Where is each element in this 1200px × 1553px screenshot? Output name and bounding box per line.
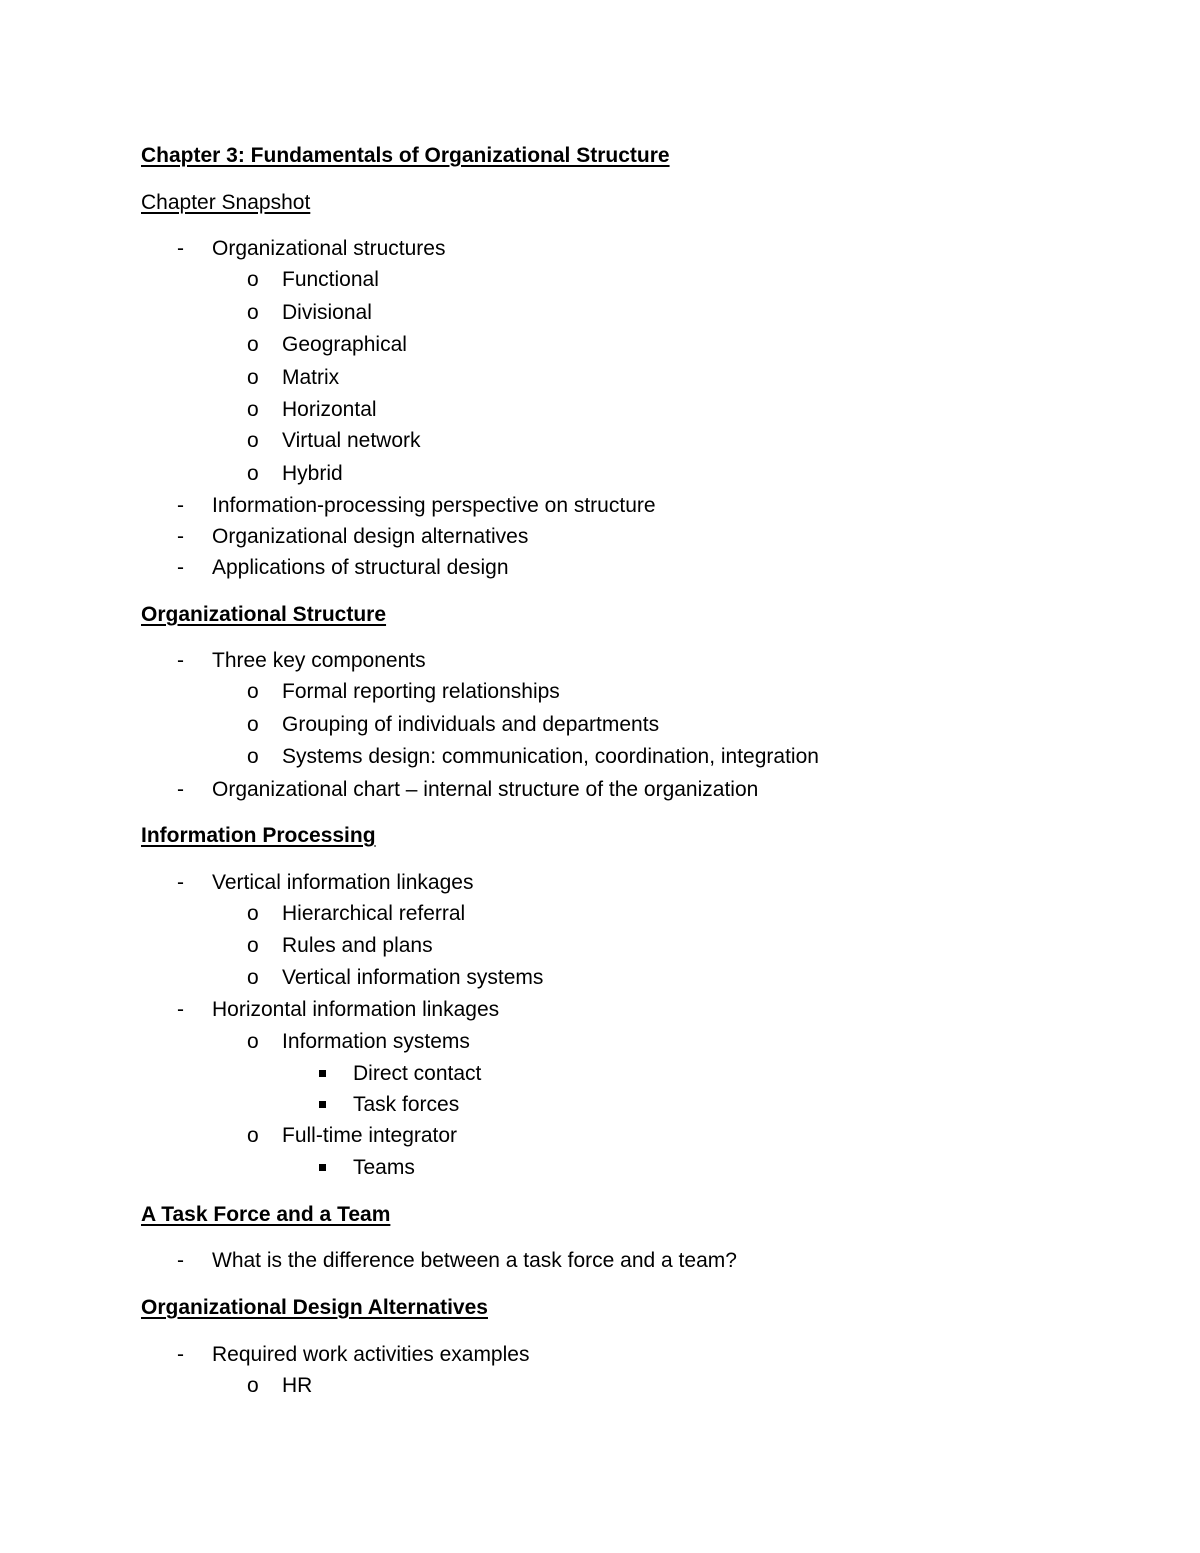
circle-bullet: o	[247, 333, 259, 356]
circle-bullet: o	[247, 680, 259, 703]
circle-bullet: o	[247, 934, 259, 957]
circle-bullet: o	[247, 1124, 259, 1147]
list-item-text: Rules and plans	[282, 934, 433, 957]
circle-bullet: o	[247, 366, 259, 389]
list-item-text: HR	[282, 1374, 313, 1397]
square-bullet-icon	[319, 1164, 326, 1171]
list-item-text: What is the difference between a task force and a team?	[212, 1249, 737, 1272]
list-item-text: Required work activities examples	[212, 1343, 530, 1366]
dash-bullet: -	[177, 1343, 184, 1366]
list-item-text: Divisional	[282, 301, 372, 324]
circle-bullet: o	[247, 429, 259, 452]
dash-bullet: -	[177, 998, 184, 1021]
circle-bullet: o	[247, 301, 259, 324]
circle-bullet: o	[247, 268, 259, 291]
list-item-text: Geographical	[282, 333, 407, 356]
list-item-text: Functional	[282, 268, 379, 291]
list-item-text: Virtual network	[282, 429, 421, 452]
square-bullet-icon	[319, 1101, 326, 1108]
circle-bullet: o	[247, 462, 259, 485]
list-item-text: Direct contact	[353, 1062, 482, 1085]
circle-bullet: o	[247, 902, 259, 925]
dash-bullet: -	[177, 871, 184, 894]
document-title: Chapter 3: Fundamentals of Organizational Structure	[141, 144, 670, 167]
dash-bullet: -	[177, 649, 184, 672]
list-item-text: Hierarchical referral	[282, 902, 466, 925]
dash-bullet: -	[177, 237, 184, 260]
circle-bullet: o	[247, 1030, 259, 1053]
section-heading-design-alternatives: Organizational Design Alternatives	[141, 1296, 488, 1319]
section-heading-info-processing: Information Processing	[141, 824, 376, 847]
list-item-text: Information systems	[282, 1030, 470, 1053]
list-item-text: Information-processing perspective on structure	[212, 494, 656, 517]
dash-bullet: -	[177, 525, 184, 548]
section-heading-org-structure: Organizational Structure	[141, 603, 387, 626]
list-item-text: Organizational chart – internal structure of the organization	[212, 778, 759, 801]
list-item-text: Horizontal	[282, 398, 377, 421]
dash-bullet: -	[177, 494, 184, 517]
list-item-text: Teams	[353, 1156, 415, 1179]
list-item-text: Full-time integrator	[282, 1124, 458, 1147]
list-item-text: Task forces	[353, 1093, 460, 1116]
list-item-text: Organizational structures	[212, 237, 446, 260]
list-item-text: Three key components	[212, 649, 426, 672]
list-item-text: Vertical information systems	[282, 966, 544, 989]
dash-bullet: -	[177, 1249, 184, 1272]
list-item-text: Organizational design alternatives	[212, 525, 529, 548]
circle-bullet: o	[247, 1374, 259, 1397]
section-heading-task-force: A Task Force and a Team	[141, 1203, 391, 1226]
list-item-text: Hybrid	[282, 462, 343, 485]
circle-bullet: o	[247, 398, 259, 421]
square-bullet-icon	[319, 1070, 326, 1077]
list-item-text: Applications of structural design	[212, 556, 509, 579]
circle-bullet: o	[247, 966, 259, 989]
circle-bullet: o	[247, 713, 259, 736]
circle-bullet: o	[247, 745, 259, 768]
list-item-text: Grouping of individuals and departments	[282, 713, 660, 736]
list-item-text: Horizontal information linkages	[212, 998, 500, 1021]
list-item-text: Formal reporting relationships	[282, 680, 560, 703]
section-heading-snapshot: Chapter Snapshot	[141, 191, 311, 214]
list-item-text: Matrix	[282, 366, 340, 389]
list-item-text: Systems design: communication, coordination, integration	[282, 745, 819, 768]
list-item-text: Vertical information linkages	[212, 871, 474, 894]
dash-bullet: -	[177, 556, 184, 579]
dash-bullet: -	[177, 778, 184, 801]
